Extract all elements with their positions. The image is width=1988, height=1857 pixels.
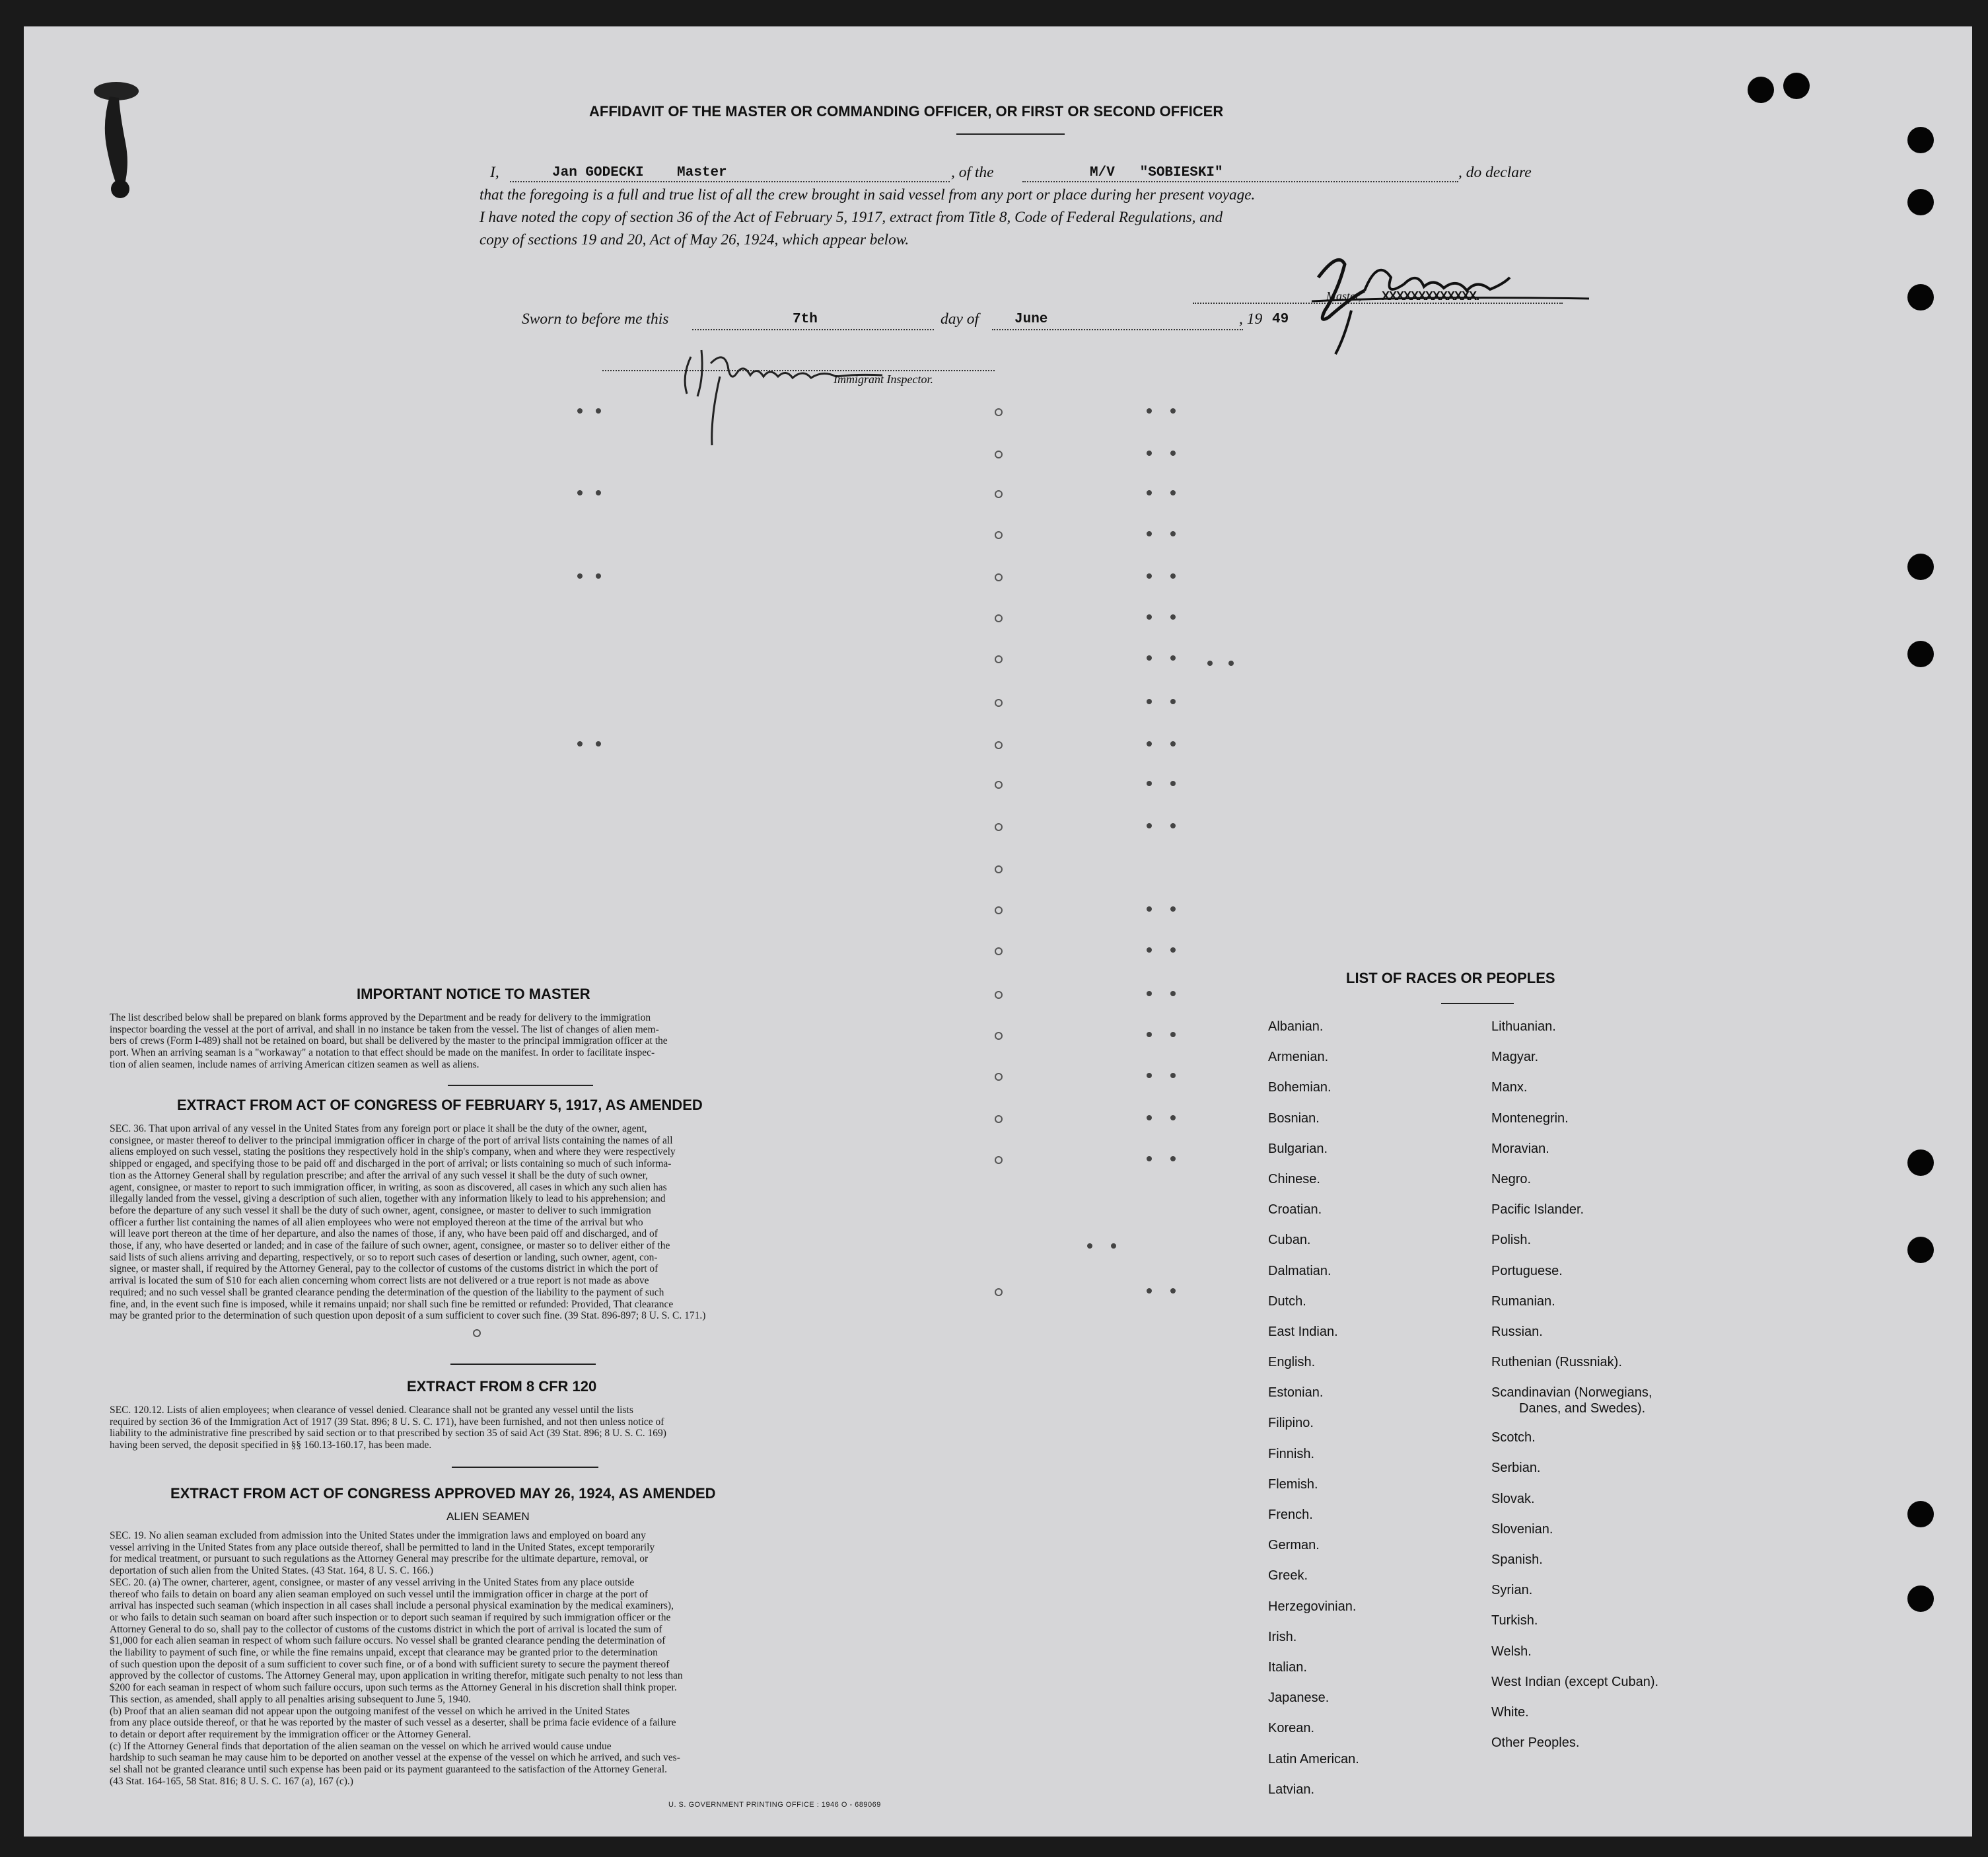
text-line: approved by the collector of customs. The Attorney General may, upon application in writing therefor, mitigate such penalty to not less than	[110, 1670, 683, 1682]
text-line: $200 for each seaman in respect of whom such failure occurs, upon such terms as the Attorney General in his discretion shall think proper.	[110, 1682, 677, 1694]
text-line: bers of crews (Form I-489) shall not be retained on board, but shall be delivered by the master to the principal immigration officer at the	[110, 1035, 668, 1047]
race-item: Finnish.	[1268, 1446, 1315, 1461]
text-line: tion of alien seamen, include names of arriving American citizen seamen as well as aliens.	[110, 1058, 479, 1070]
text-line: illegally landed from the vessel, giving a description of such alien, together with any information likely to lead to his apprehension; and	[110, 1193, 666, 1205]
race-item: French.	[1268, 1508, 1313, 1522]
alien-seamen-subtitle: ALIEN SEAMEN	[446, 1510, 530, 1523]
decl-i: I,	[490, 164, 499, 181]
race-item: Other Peoples.	[1491, 1735, 1580, 1751]
sworn-day-line	[692, 329, 934, 330]
race-item: Moravian.	[1491, 1141, 1549, 1156]
race-item: Bulgarian.	[1268, 1141, 1328, 1156]
text-line: (c) If the Attorney General finds that deportation of the alien seaman on the vessel on which he arrived would cause undue	[110, 1740, 612, 1752]
text-line: of such question upon the deposit of a sum sufficient to cover such fine, or of a bond with sufficient surety to secure the payment thereof	[110, 1658, 670, 1670]
decl-line-2: that the foregoing is a full and true list of all the crew brought in said vessel from any port or place during her present voyage.	[479, 186, 1256, 203]
race-item: Cuban.	[1268, 1233, 1311, 1248]
race-item: White.	[1491, 1704, 1529, 1720]
race-item: Bosnian.	[1268, 1111, 1320, 1126]
text-line: from any place outside thereof, or that he was reported by the master of such vessel as a deserter, shall be prima facie evidence of a failure	[110, 1717, 676, 1729]
punch-hole	[1907, 127, 1934, 153]
text-line: consignee, or master thereof to deliver to the principal immigration officer in charge of the port of arrival lists containing the names of all	[110, 1134, 673, 1146]
text-line: to detain or deport after requirement by the immigration officer or the Attorney General.	[110, 1728, 472, 1740]
punch-hole	[1907, 284, 1934, 310]
divider	[1441, 1003, 1514, 1004]
text-line: thereof who fails to detain on board any alien seaman employed on such vessel until the immigration officer in charge at the port of	[110, 1588, 649, 1600]
punch-hole	[1907, 189, 1934, 215]
sworn-month-field: June	[1014, 312, 1048, 327]
punch-hole	[1907, 1149, 1934, 1176]
punch-hole	[1907, 641, 1934, 667]
text-line: signee, or master shall, if required by the Attorney General, pay to the collector of customs of the customs district in which the port of	[110, 1263, 658, 1275]
race-item: Negro.	[1491, 1171, 1532, 1186]
punch-hole	[1907, 554, 1934, 580]
notice-title: IMPORTANT NOTICE TO MASTER	[357, 986, 590, 1002]
day-of-label: day of	[941, 310, 979, 328]
text-line: sel shall not be granted clearance until such expense has been paid or its payment guaranteed to the satisfaction of the Attorney General.	[110, 1764, 668, 1776]
text-line: deportation of such alien from the United States. (43 Stat. 164, 8 U. S. C. 166.)	[110, 1565, 433, 1577]
text-line: required; and no such vessel shall be granted clearance pending the determination of the question of the liability to the payment of such	[110, 1286, 664, 1298]
text-line: fine, and, in the event such fine is imposed, while it remains unpaid; nor shall such fine be remitted or refunded: Provided, That clearance	[110, 1298, 674, 1310]
text-line: before the departure of any such vessel it shall be the duty of such owner, agent, consignee, or master to deliver to such immigration	[110, 1204, 651, 1216]
notice-text	[110, 1012, 929, 1071]
text-line: having been served, the deposit specified in §§ 160.13-160.17, has been made.	[110, 1439, 432, 1451]
divider	[450, 1364, 596, 1365]
race-item: Montenegrin.	[1491, 1111, 1569, 1126]
race-item: Portuguese.	[1491, 1263, 1563, 1278]
race-item: East Indian.	[1268, 1324, 1338, 1339]
race-item: Pacific Islander.	[1491, 1202, 1584, 1218]
races-column-2	[1491, 1019, 1658, 1765]
text-line: This section, as amended, shall apply to all penalties arising subsequent to June 5, 1940.	[110, 1693, 471, 1705]
punch-hole	[1748, 77, 1774, 103]
text-line: said lists of such aliens arriving and departing, respectively, or so to report such cases of desertion or landing, such owner, agent, con-	[110, 1251, 658, 1263]
punch-hole	[1907, 1585, 1934, 1612]
sworn-day-field: 7th	[793, 312, 818, 327]
race-item: Bohemian.	[1268, 1080, 1331, 1095]
race-item: Latvian.	[1268, 1782, 1315, 1797]
race-item: Latin American.	[1268, 1751, 1359, 1766]
races-title: LIST OF RACES OR PEOPLES	[1346, 970, 1555, 986]
sworn-text: Sworn to before me this	[522, 310, 669, 328]
text-line: SEC. 120.12. Lists of alien employees; when clearance of vessel denied. Clearance shall not be granted any vessel until the lists	[110, 1404, 633, 1416]
race-item: Manx.	[1491, 1080, 1528, 1095]
text-line: shipped or engaged, and specifying those to be paid off and discharged in the port of arrival; or lists containing so much of such informa-	[110, 1158, 672, 1170]
race-item: Dalmatian.	[1268, 1263, 1331, 1278]
text-line: (43 Stat. 164-165, 58 Stat. 816; 8 U. S. C. 167 (a), 167 (c).)	[110, 1775, 353, 1787]
text-line: vessel arriving in the United States from any place outside thereof, shall be permitted to land in the United States, except temporarily	[110, 1541, 655, 1553]
extract-cfr-title: EXTRACT FROM 8 CFR 120	[407, 1378, 597, 1395]
divider	[956, 133, 1065, 135]
text-line: those, if any, who have deserted or landed; and in case of the failure of such owner, agent, consignee, or master so to deliver either of the	[110, 1240, 670, 1252]
race-item: Greek.	[1268, 1568, 1308, 1584]
race-item: Croatian.	[1268, 1202, 1322, 1218]
text-line: officer a further list containing the names of all alien employees who were not employed thereon at the time of the arrival but who	[110, 1216, 643, 1228]
race-item: Albanian.	[1268, 1019, 1324, 1034]
master-label: Master,	[1326, 289, 1362, 303]
decl-line-3: I have noted the copy of section 36 of the Act of February 5, 1917, extract from Title 8, Code of Federal Regulations, and	[479, 209, 1223, 226]
race-item: Chinese.	[1268, 1171, 1320, 1186]
race-item: German.	[1268, 1538, 1320, 1553]
name-field-line	[510, 181, 950, 182]
divider	[448, 1085, 593, 1086]
text-line: aliens employed on such vessel, stating the positions they respectively hold in the ship's company, when and where they were respectively	[110, 1146, 676, 1158]
text-line: or who fails to detain such seaman on board after such inspection or to deport such seaman if required by such immigration officer or the	[110, 1611, 671, 1623]
race-item: Turkish.	[1491, 1613, 1538, 1628]
text-line: agent, consignee, or master to report to such immigration officer, in writing, as soon as discovered, all cases in which any such alien has	[110, 1181, 667, 1193]
race-item: Flemish.	[1268, 1476, 1318, 1492]
extract-1917-title: EXTRACT FROM ACT OF CONGRESS OF FEBRUARY 5, 1917, AS AMENDED	[177, 1097, 703, 1113]
vessel-name-field: M/V "SOBIESKI"	[1090, 165, 1223, 180]
text-line: The list described below shall be prepared on blank forms approved by the Department and be ready for delivery to the immigration	[110, 1012, 651, 1023]
text-line: tion as the Attorney General shall by regulation prescribe; and after the arrival of any such vessel it shall be the duty of such owner,	[110, 1169, 649, 1181]
decl-do-declare: , do declare	[1458, 164, 1532, 181]
race-item: Japanese.	[1268, 1691, 1330, 1706]
text-line: hardship to such seaman he may cause him to be deported on another vessel at the expense of the vessel on which he arrived, and such ves-	[110, 1752, 680, 1764]
race-item: Korean.	[1268, 1721, 1315, 1736]
text-line: may be granted prior to the determination of such question upon deposit of a sum sufficient to cover such fine. (39 Stat. 896-897; 8 U. S. C. 171.)	[110, 1310, 706, 1322]
sworn-month-line	[992, 329, 1243, 330]
text-line: for medical treatment, or pursuant to such regulations as the Attorney General may prescribe for the ultimate departure, removal, or	[110, 1553, 649, 1565]
race-item: Filipino.	[1268, 1416, 1314, 1431]
extract-cfr-text	[110, 1404, 929, 1451]
inspector-signature	[664, 337, 909, 449]
text-line: the liability to payment of such fine, or while the fine remains unpaid, except that clearance may be granted prior to the determination	[110, 1647, 658, 1659]
year-prefix: , 19	[1239, 310, 1263, 328]
race-item: Polish.	[1491, 1233, 1532, 1248]
race-item: Magyar.	[1491, 1050, 1539, 1065]
text-line: SEC. 36. That upon arrival of any vessel in the United States from any foreign port or place it shall be the duty of the owner, agent,	[110, 1123, 647, 1134]
decl-of-the: , of the	[951, 164, 994, 181]
punch-hole	[1907, 1237, 1934, 1263]
text-line: arrival has inspected such seaman (which inspection in all cases shall include a personal physical examination by the medical examiners),	[110, 1600, 674, 1612]
affidavit-title: AFFIDAVIT OF THE MASTER OR COMMANDING OFFICER, OR FIRST OR SECOND OFFICER	[589, 103, 1224, 120]
race-item: Danes, and Swedes).	[1519, 1401, 1646, 1416]
text-line: arrival is located the sum of $10 for each alien concerning whom correct lists are not delivered or a true report is not made as above	[110, 1275, 649, 1287]
printer-imprint: U. S. GOVERNMENT PRINTING OFFICE : 1946 O - 689069	[668, 1801, 881, 1809]
ink-blot	[90, 70, 143, 202]
race-item: Slovenian.	[1491, 1521, 1553, 1537]
master-name-field: Jan GODECKI Master	[552, 165, 727, 180]
race-item: Scandinavian (Norwegians,	[1491, 1385, 1652, 1401]
extract-1917-text	[110, 1123, 929, 1322]
race-item: Slovak.	[1491, 1491, 1535, 1506]
text-line: port. When an arriving seaman is a "workaway" a notation to that effect should be made on the manifest. In order to facilitate inspec-	[110, 1047, 655, 1059]
text-line: Attorney General to do so, shall pay to the collector of customs of the customs district in which the port of arrival is located the sum of	[110, 1623, 662, 1635]
punch-hole	[1783, 73, 1810, 99]
race-item: Ruthenian (Russniak).	[1491, 1355, 1622, 1370]
race-item: English.	[1268, 1355, 1316, 1370]
race-item: Herzegovinian.	[1268, 1599, 1357, 1614]
race-item: Estonian.	[1268, 1385, 1324, 1401]
race-item: Syrian.	[1491, 1583, 1533, 1598]
extract-1924-title: EXTRACT FROM ACT OF CONGRESS APPROVED MAY 26, 1924, AS AMENDED	[170, 1485, 716, 1502]
text-line: will leave port thereon at the time of her departure, and also the names of those, if any, who have been paid off and discharged, and of	[110, 1228, 658, 1240]
races-column-1	[1268, 1019, 1359, 1812]
text-line: required by section 36 of the Immigration Act of 1917 (39 Stat. 896; 8 U. S. C. 171), have been furnished, and not then unless notice of	[110, 1416, 664, 1428]
race-item: Serbian.	[1491, 1461, 1541, 1476]
race-item: Irish.	[1268, 1629, 1297, 1644]
race-item: Lithuanian.	[1491, 1019, 1556, 1034]
text-line: inspector boarding the vessel at the port of arrival, and shall in no instance be taken from the vessel. The list of changes of alien mem-	[110, 1023, 659, 1035]
manifest-page	[24, 26, 1972, 1837]
race-item: Spanish.	[1491, 1552, 1543, 1567]
race-item: Russian.	[1491, 1324, 1543, 1339]
master-label-struck: XXXXXXXXXXXXX.	[1382, 289, 1479, 303]
decl-line-4: copy of sections 19 and 20, Act of May 26, 1924, which appear below.	[479, 231, 909, 248]
text-line: liability to the administrative fine prescribed by said section or to that prescribed by section 35 of said Act (39 Stat. 896; 8 U. S. C. 169)	[110, 1428, 666, 1439]
race-item: Italian.	[1268, 1659, 1307, 1675]
text-line: $1,000 for each alien seaman in respect of whom such failure occurs. No vessel shall be granted clearance pending the determination of	[110, 1635, 666, 1647]
vessel-field-line	[1022, 181, 1458, 182]
punch-hole	[1907, 1501, 1934, 1527]
race-item: Welsh.	[1491, 1644, 1532, 1659]
race-item: Rumanian.	[1491, 1293, 1555, 1309]
extract-1924-text	[110, 1530, 929, 1787]
inspector-signature-line	[602, 370, 995, 371]
race-item: West Indian (except Cuban).	[1491, 1674, 1659, 1689]
divider	[452, 1467, 598, 1468]
text-line: (b) Proof that an alien seaman did not appear upon the outgoing manifest of the vessel on which he arrived in the United States	[110, 1705, 630, 1717]
text-line: SEC. 20. (a) The owner, charterer, agent, consignee, or master of any vessel arriving in the United States from any place outside	[110, 1576, 635, 1588]
year-field: 49	[1272, 312, 1289, 327]
text-line: SEC. 19. No alien seaman excluded from admission into the United States under the immigration laws and employed on board any	[110, 1530, 646, 1541]
race-item: Armenian.	[1268, 1050, 1329, 1065]
race-item: Dutch.	[1268, 1293, 1306, 1309]
inspector-label: Immigrant Inspector.	[834, 373, 933, 386]
race-item: Scotch.	[1491, 1430, 1536, 1445]
